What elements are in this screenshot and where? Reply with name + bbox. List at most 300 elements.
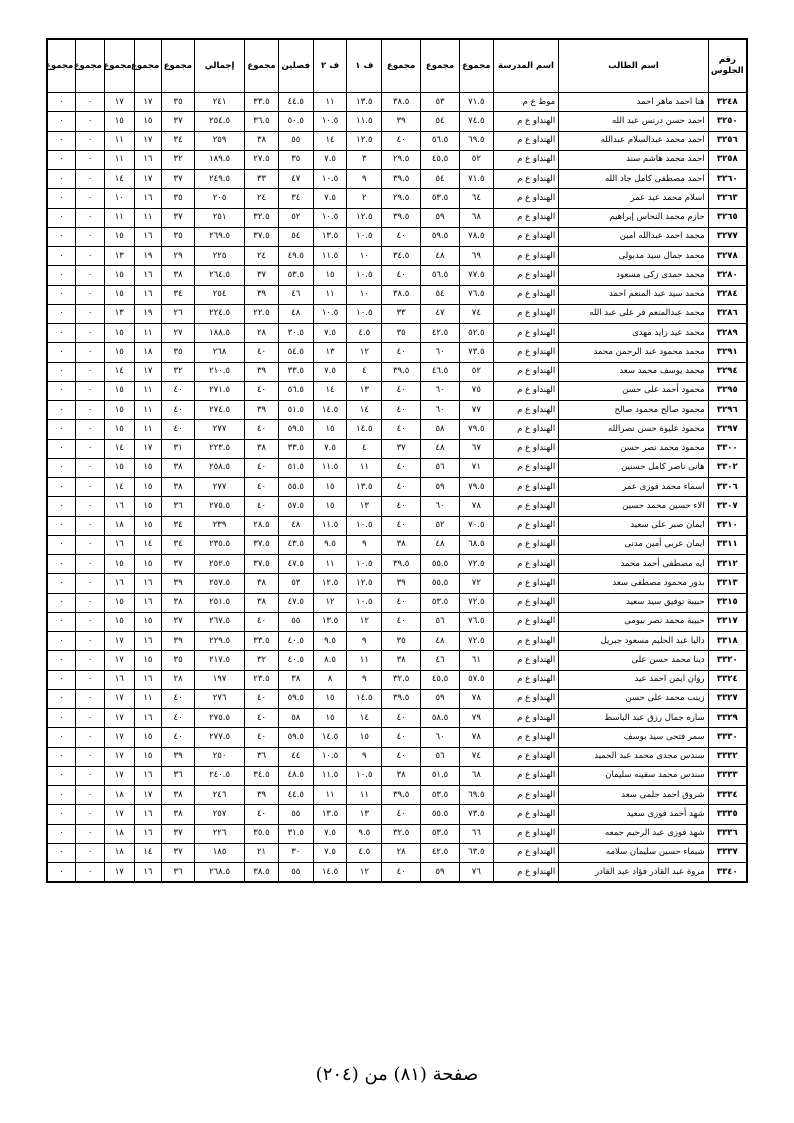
score-cell: ٣٤ bbox=[162, 535, 195, 554]
term2-score-cell: ١٥ bbox=[313, 478, 347, 497]
column-header: إجمالي bbox=[194, 39, 244, 93]
score-cell: ٣٩ bbox=[382, 574, 421, 593]
term1-score-cell: ١٣.٥ bbox=[347, 478, 382, 497]
score-cell: ٦٠ bbox=[421, 381, 460, 400]
score-cell: ٦٤ bbox=[459, 189, 493, 208]
score-cell: ١٧ bbox=[104, 689, 134, 708]
score-cell: ٤٠ bbox=[162, 420, 195, 439]
table-row bbox=[47, 112, 747, 131]
score-cell: ٤٠ bbox=[245, 497, 279, 516]
student-name-cell: سمر فتحى سيد يوسف bbox=[559, 728, 708, 747]
term1-score-cell: ١٢ bbox=[347, 612, 382, 631]
term1-score-cell: ١٢ bbox=[347, 863, 382, 883]
school-name-cell: الهنداو ع م bbox=[493, 766, 558, 785]
score-cell: ٤٠ bbox=[245, 458, 279, 477]
score-cell: ٥٩.٥ bbox=[421, 227, 460, 246]
term1-score-cell: ٤.٥ bbox=[347, 843, 382, 862]
score-cell: ٦٨ bbox=[459, 766, 493, 785]
score-cell: ١١ bbox=[134, 420, 162, 439]
score-cell: ٤٠ bbox=[382, 401, 421, 420]
score-cell: ١٥ bbox=[134, 728, 162, 747]
two-terms-score-cell: ٤٤.٥ bbox=[278, 786, 313, 805]
seat-number-cell: ٣٢٨٦ bbox=[708, 304, 747, 323]
term1-score-cell: ١٤ bbox=[347, 709, 382, 728]
student-name-cell: احمد محمد عبدالسلام عبدالله bbox=[559, 131, 708, 150]
score-cell: ٤٠ bbox=[382, 728, 421, 747]
score-cell: ٤٠ bbox=[382, 805, 421, 824]
score-cell: ١٥ bbox=[134, 112, 162, 131]
column-header: مجموع bbox=[162, 39, 195, 93]
score-cell: ٤٢.٥ bbox=[421, 324, 460, 343]
score-cell: ٧٢.٥ bbox=[459, 555, 493, 574]
score-cell: ٥٥.٥ bbox=[421, 555, 460, 574]
term2-score-cell: ١١ bbox=[313, 555, 347, 574]
score-cell: ٤٠ bbox=[382, 227, 421, 246]
two-terms-score-cell: ٥٩.٥ bbox=[278, 420, 313, 439]
score-cell: ٤٠ bbox=[245, 478, 279, 497]
score-cell: ٣٤.٥ bbox=[382, 247, 421, 266]
score-cell: ٦٩ bbox=[459, 247, 493, 266]
school-name-cell: الهنداو ع م bbox=[493, 786, 558, 805]
score-cell: ٣٣ bbox=[245, 170, 279, 189]
score-cell: ٣٨.٥ bbox=[245, 863, 279, 883]
term2-score-cell: ١٠.٥ bbox=[313, 170, 347, 189]
score-cell: ١٧ bbox=[104, 747, 134, 766]
score-cell: ٧٢.٥ bbox=[459, 632, 493, 651]
score-cell: ٧٤.٥ bbox=[459, 112, 493, 131]
score-cell: ٠ bbox=[47, 150, 76, 169]
score-cell: ٠ bbox=[47, 651, 76, 670]
score-cell: ٠ bbox=[47, 824, 76, 843]
column-header: مجموع bbox=[76, 39, 105, 93]
score-cell: ٣٩.٥ bbox=[382, 362, 421, 381]
score-cell: ١٤ bbox=[104, 362, 134, 381]
score-cell: ٧٦.٥ bbox=[459, 285, 493, 304]
score-cell: ٠ bbox=[76, 632, 105, 651]
score-cell: ٠ bbox=[47, 728, 76, 747]
term1-score-cell: ٩ bbox=[347, 535, 382, 554]
score-cell: ٢٢.٥ bbox=[245, 304, 279, 323]
score-cell: ٠ bbox=[76, 863, 105, 883]
two-terms-score-cell: ٥٤ bbox=[278, 227, 313, 246]
school-name-cell: الهنداو ع م bbox=[493, 227, 558, 246]
school-name-cell: الهنداو ع م bbox=[493, 863, 558, 883]
seat-number-cell: ٣٢٩٦ bbox=[708, 401, 747, 420]
term1-score-cell: ٤.٥ bbox=[347, 324, 382, 343]
seat-number-cell: ٣٢٩٧ bbox=[708, 420, 747, 439]
table-row bbox=[47, 766, 747, 785]
score-cell: ٧٣.٥ bbox=[459, 343, 493, 362]
score-cell: ٢٤ bbox=[245, 189, 279, 208]
score-cell: ٣٢ bbox=[162, 150, 195, 169]
seat-number-cell: ٣٣٠٠ bbox=[708, 439, 747, 458]
table-row bbox=[47, 324, 747, 343]
term1-score-cell: ١٤.٥ bbox=[347, 689, 382, 708]
score-cell: ٤٠ bbox=[382, 747, 421, 766]
school-name-cell: الهنداو ع م bbox=[493, 632, 558, 651]
score-cell: ٤٠ bbox=[382, 709, 421, 728]
score-cell: ٠ bbox=[76, 401, 105, 420]
score-cell: ١١ bbox=[104, 208, 134, 227]
school-name-cell: الهنداو ع م bbox=[493, 728, 558, 747]
term1-score-cell: ١٠.٥ bbox=[347, 227, 382, 246]
term2-score-cell: ١٤.٥ bbox=[313, 863, 347, 883]
score-cell: ٠ bbox=[76, 343, 105, 362]
term1-score-cell: ٩ bbox=[347, 747, 382, 766]
total-score-cell: ٢٥١.٥ bbox=[194, 593, 244, 612]
total-score-cell: ٢٤٦ bbox=[194, 786, 244, 805]
score-cell: ١٦ bbox=[104, 535, 134, 554]
student-name-cell: حبيبة توفيق سيد سعيد bbox=[559, 593, 708, 612]
term2-score-cell: ١١.٥ bbox=[313, 766, 347, 785]
table-row bbox=[47, 285, 747, 304]
score-cell: ٥٨.٥ bbox=[421, 709, 460, 728]
score-cell: ٣١ bbox=[162, 439, 195, 458]
seat-number-cell: ٣٣٢٠ bbox=[708, 651, 747, 670]
term2-score-cell: ١٥ bbox=[313, 266, 347, 285]
score-cell: ٠ bbox=[47, 574, 76, 593]
seat-number-cell: ٣٣٢٩ bbox=[708, 709, 747, 728]
score-cell: ٠ bbox=[76, 227, 105, 246]
score-cell: ٢٩.٥ bbox=[382, 150, 421, 169]
score-cell: ١٥ bbox=[104, 401, 134, 420]
score-cell: ٠ bbox=[76, 535, 105, 554]
seat-number-cell: ٣٢٤٨ bbox=[708, 93, 747, 112]
two-terms-score-cell: ٥٥ bbox=[278, 863, 313, 883]
term2-score-cell: ١٤.٥ bbox=[313, 401, 347, 420]
table-row bbox=[47, 786, 747, 805]
score-cell: ٠ bbox=[76, 593, 105, 612]
score-cell: ٧٦ bbox=[459, 863, 493, 883]
score-cell: ١١ bbox=[134, 381, 162, 400]
total-score-cell: ٢٧٧ bbox=[194, 420, 244, 439]
total-score-cell: ٢٢٣.٥ bbox=[194, 439, 244, 458]
score-cell: ٤٠ bbox=[382, 420, 421, 439]
score-cell: ١٧ bbox=[104, 632, 134, 651]
term2-score-cell: ٧.٥ bbox=[313, 843, 347, 862]
score-cell: ٣٥ bbox=[382, 632, 421, 651]
score-cell: ١٧ bbox=[104, 863, 134, 883]
seat-number-cell: ٣٢٧٨ bbox=[708, 247, 747, 266]
score-cell: ٤٠ bbox=[382, 458, 421, 477]
seat-number-cell: ٣٣٤٠ bbox=[708, 863, 747, 883]
score-cell: ١٥ bbox=[104, 381, 134, 400]
two-terms-score-cell: ٣٣.٥ bbox=[278, 362, 313, 381]
seat-number-cell: ٣٣١٧ bbox=[708, 612, 747, 631]
score-cell: ١٤ bbox=[104, 478, 134, 497]
school-name-cell: الهنداو ع م bbox=[493, 593, 558, 612]
score-cell: ٥٢ bbox=[459, 150, 493, 169]
term2-score-cell: ٧.٥ bbox=[313, 189, 347, 208]
score-cell: ٠ bbox=[47, 689, 76, 708]
score-cell: ٧٨ bbox=[459, 689, 493, 708]
student-name-cell: محمد احمد عبدالله امين bbox=[559, 227, 708, 246]
score-cell: ٠ bbox=[76, 93, 105, 112]
total-score-cell: ٢٧٧ bbox=[194, 478, 244, 497]
student-name-cell: ايمان صبر على سعيد bbox=[559, 516, 708, 535]
term2-score-cell: ١٠.٥ bbox=[313, 747, 347, 766]
score-cell: ٣٥ bbox=[382, 324, 421, 343]
term2-score-cell: ٩.٥ bbox=[313, 632, 347, 651]
score-cell: ١٦ bbox=[134, 670, 162, 689]
score-cell: ٠ bbox=[47, 343, 76, 362]
term1-score-cell: ١٠.٥ bbox=[347, 766, 382, 785]
column-header: رقم الجلوس bbox=[708, 39, 747, 93]
total-score-cell: ٢٧١.٥ bbox=[194, 381, 244, 400]
total-score-cell: ٢٤٩.٥ bbox=[194, 170, 244, 189]
table-row bbox=[47, 420, 747, 439]
term2-score-cell: ٩.٥ bbox=[313, 535, 347, 554]
score-cell: ٠ bbox=[76, 555, 105, 574]
score-cell: ٣٨ bbox=[245, 593, 279, 612]
score-cell: ٤٠ bbox=[245, 612, 279, 631]
score-cell: ٦٩.٥ bbox=[459, 786, 493, 805]
school-name-cell: الهنداو ع م bbox=[493, 208, 558, 227]
score-cell: ٧٧ bbox=[459, 401, 493, 420]
score-cell: ٦١ bbox=[459, 651, 493, 670]
student-name-cell: الاء حسين محمد حسين bbox=[559, 497, 708, 516]
score-cell: ٣٨.٥ bbox=[382, 285, 421, 304]
score-cell: ٣٨.٥ bbox=[382, 93, 421, 112]
score-cell: ٣٨ bbox=[162, 458, 195, 477]
two-terms-score-cell: ٤٠.٥ bbox=[278, 632, 313, 651]
total-score-cell: ٢٥٩ bbox=[194, 131, 244, 150]
two-terms-score-cell: ٥٥ bbox=[278, 805, 313, 824]
table-row bbox=[47, 555, 747, 574]
seat-number-cell: ٣٣١٣ bbox=[708, 574, 747, 593]
score-cell: ٤٠ bbox=[245, 805, 279, 824]
score-cell: ٠ bbox=[76, 381, 105, 400]
seat-number-cell: ٣٣٣٤ bbox=[708, 786, 747, 805]
score-cell: ٥٢.٥ bbox=[459, 324, 493, 343]
term1-score-cell: ٩ bbox=[347, 632, 382, 651]
school-name-cell: الهنداو ع م bbox=[493, 304, 558, 323]
student-name-cell: زينب محمد على حسن bbox=[559, 689, 708, 708]
score-cell: ٠ bbox=[76, 189, 105, 208]
student-name-cell: محمد محمود عبد الرحمن محمد bbox=[559, 343, 708, 362]
term2-score-cell: ١٥ bbox=[313, 497, 347, 516]
total-score-cell: ٢٢٦ bbox=[194, 824, 244, 843]
table-row bbox=[47, 478, 747, 497]
school-name-cell: الهنداو ع م bbox=[493, 112, 558, 131]
school-name-cell: الهنداو ع م bbox=[493, 689, 558, 708]
table-row bbox=[47, 612, 747, 631]
student-name-cell: شهد أحمد فوزى سعيد bbox=[559, 805, 708, 824]
term1-score-cell: ٤ bbox=[347, 439, 382, 458]
total-score-cell: ٢٥٤ bbox=[194, 285, 244, 304]
score-cell: ٣٦ bbox=[162, 766, 195, 785]
score-cell: ٥٣ bbox=[421, 93, 460, 112]
score-cell: ١٨ bbox=[134, 343, 162, 362]
term1-score-cell: ١٣ bbox=[347, 497, 382, 516]
score-cell: ١٧ bbox=[134, 93, 162, 112]
score-cell: ٠ bbox=[76, 516, 105, 535]
score-cell: ٥٦ bbox=[421, 612, 460, 631]
score-cell: ٠ bbox=[76, 651, 105, 670]
school-name-cell: الهنداو ع م bbox=[493, 401, 558, 420]
score-cell: ٤٨ bbox=[421, 439, 460, 458]
score-cell: ١٧ bbox=[104, 728, 134, 747]
score-cell: ٤٠ bbox=[162, 401, 195, 420]
total-score-cell: ٢٦٩.٥ bbox=[194, 227, 244, 246]
two-terms-score-cell: ٣١.٥ bbox=[278, 824, 313, 843]
score-cell: ٠ bbox=[47, 208, 76, 227]
table-row bbox=[47, 227, 747, 246]
score-cell: ٠ bbox=[76, 458, 105, 477]
score-cell: ٠ bbox=[47, 863, 76, 883]
table-row bbox=[47, 574, 747, 593]
page-number: صفحة (٨١) من (٢٠٤) bbox=[315, 1064, 479, 1085]
score-cell: ١٥ bbox=[134, 458, 162, 477]
total-score-cell: ٢٧٥.٥ bbox=[194, 497, 244, 516]
table-row bbox=[47, 150, 747, 169]
term2-score-cell: ١١.٥ bbox=[313, 516, 347, 535]
table-row bbox=[47, 343, 747, 362]
total-score-cell: ٢٥٤.٥ bbox=[194, 112, 244, 131]
score-cell: ٠ bbox=[47, 304, 76, 323]
two-terms-score-cell: ٤٨.٥ bbox=[278, 766, 313, 785]
school-name-cell: الهنداو ع م bbox=[493, 189, 558, 208]
score-cell: ١٤ bbox=[134, 843, 162, 862]
two-terms-score-cell: ٣٨ bbox=[278, 670, 313, 689]
term2-score-cell: ١٥ bbox=[313, 709, 347, 728]
seat-number-cell: ٣٣١٠ bbox=[708, 516, 747, 535]
score-cell: ١٥ bbox=[134, 555, 162, 574]
score-cell: ٠ bbox=[76, 304, 105, 323]
table-row bbox=[47, 863, 747, 883]
score-cell: ٠ bbox=[47, 786, 76, 805]
score-cell: ٣٧ bbox=[162, 612, 195, 631]
term1-score-cell: ١٢.٥ bbox=[347, 208, 382, 227]
score-cell: ١٦ bbox=[104, 574, 134, 593]
school-name-cell: الهنداو ع م bbox=[493, 497, 558, 516]
student-name-cell: ايمان عربى أمين مدنى bbox=[559, 535, 708, 554]
score-cell: ٠ bbox=[76, 670, 105, 689]
table-row bbox=[47, 632, 747, 651]
total-score-cell: ٢٦٤.٥ bbox=[194, 266, 244, 285]
score-cell: ١٦ bbox=[134, 574, 162, 593]
score-cell: ٢١ bbox=[245, 843, 279, 862]
score-cell: ٠ bbox=[47, 670, 76, 689]
score-cell: ٣٦ bbox=[162, 863, 195, 883]
total-score-cell: ٢٧٥.٥ bbox=[194, 709, 244, 728]
seat-number-cell: ٣٣١١ bbox=[708, 535, 747, 554]
score-cell: ٤٠ bbox=[245, 381, 279, 400]
total-score-cell: ٢٢٥ bbox=[194, 247, 244, 266]
score-cell: ١١ bbox=[104, 150, 134, 169]
school-name-cell: الهنداو ع م bbox=[493, 381, 558, 400]
score-cell: ٥٣.٥ bbox=[421, 593, 460, 612]
total-score-cell: ١٨٥ bbox=[194, 843, 244, 862]
student-name-cell: هانى ناصر كامل حسنين bbox=[559, 458, 708, 477]
table-row bbox=[47, 689, 747, 708]
two-terms-score-cell: ٥٤.٥ bbox=[278, 343, 313, 362]
column-header: مجموع bbox=[421, 39, 460, 93]
score-cell: ١٦ bbox=[134, 285, 162, 304]
score-cell: ٣٨ bbox=[245, 574, 279, 593]
score-cell: ٠ bbox=[47, 93, 76, 112]
score-cell: ٥٣.٥ bbox=[421, 189, 460, 208]
school-name-cell: الهنداو ع م bbox=[493, 651, 558, 670]
score-cell: ٣٩.٥ bbox=[382, 689, 421, 708]
score-cell: ٧٠.٥ bbox=[459, 516, 493, 535]
score-cell: ٤٠ bbox=[382, 266, 421, 285]
score-cell: ٥٤ bbox=[421, 112, 460, 131]
school-name-cell: الهنداو ع م bbox=[493, 266, 558, 285]
score-cell: ٣٥ bbox=[162, 93, 195, 112]
total-score-cell: ٢٦٧.٥ bbox=[194, 612, 244, 631]
score-cell: ٤٥.٥ bbox=[421, 670, 460, 689]
score-cell: ٣٨ bbox=[162, 593, 195, 612]
table-row bbox=[47, 709, 747, 728]
score-cell: ٠ bbox=[76, 266, 105, 285]
student-name-cell: ايه مصطفى أحمد محمد bbox=[559, 555, 708, 574]
score-cell: ٥٦.٥ bbox=[421, 266, 460, 285]
score-cell: ٠ bbox=[47, 766, 76, 785]
two-terms-score-cell: ٣٤ bbox=[278, 189, 313, 208]
student-name-cell: احمد حسن درنس عبد الله bbox=[559, 112, 708, 131]
two-terms-score-cell: ٥٣ bbox=[278, 574, 313, 593]
school-name-cell: الهنداو ع م bbox=[493, 516, 558, 535]
two-terms-score-cell: ٣٠ bbox=[278, 843, 313, 862]
school-name-cell: الهنداو ع م bbox=[493, 574, 558, 593]
term2-score-cell: ٨.٥ bbox=[313, 651, 347, 670]
seat-number-cell: ٣٣١٨ bbox=[708, 632, 747, 651]
two-terms-score-cell: ٤٧ bbox=[278, 170, 313, 189]
two-terms-score-cell: ٥٩.٥ bbox=[278, 728, 313, 747]
seat-number-cell: ٣٣٢٧ bbox=[708, 689, 747, 708]
term2-score-cell: ٧.٥ bbox=[313, 362, 347, 381]
total-score-cell: ٢٤١ bbox=[194, 93, 244, 112]
score-cell: ٠ bbox=[47, 112, 76, 131]
two-terms-score-cell: ٥٥ bbox=[278, 612, 313, 631]
term2-score-cell: ١١.٥ bbox=[313, 247, 347, 266]
table-row bbox=[47, 843, 747, 862]
score-cell: ١٥ bbox=[134, 651, 162, 670]
two-terms-score-cell: ٤٨ bbox=[278, 304, 313, 323]
score-cell: ١١ bbox=[104, 131, 134, 150]
score-cell: ٣٧ bbox=[245, 266, 279, 285]
student-name-cell: روان ايمن احمد عيد bbox=[559, 670, 708, 689]
score-cell: ١٦ bbox=[134, 863, 162, 883]
school-name-cell: الهنداو ع م bbox=[493, 131, 558, 150]
score-cell: ١٥ bbox=[104, 266, 134, 285]
score-cell: ١٥ bbox=[134, 516, 162, 535]
total-score-cell: ٢٧٦ bbox=[194, 689, 244, 708]
term1-score-cell: ٤ bbox=[347, 362, 382, 381]
score-cell: ٧٨.٥ bbox=[459, 227, 493, 246]
column-header: اسم المدرسة bbox=[493, 39, 558, 93]
total-score-cell: ٢٥٠ bbox=[194, 747, 244, 766]
term1-score-cell: ١١.٥ bbox=[347, 112, 382, 131]
seat-number-cell: ٣٢٦٠ bbox=[708, 170, 747, 189]
two-terms-score-cell: ٥١.٥ bbox=[278, 401, 313, 420]
two-terms-score-cell: ٥١.٥ bbox=[278, 458, 313, 477]
student-name-cell: محمد يوسف محمد سعد bbox=[559, 362, 708, 381]
two-terms-score-cell: ٤٧.٥ bbox=[278, 593, 313, 612]
seat-number-cell: ٣٣٠٢ bbox=[708, 458, 747, 477]
score-cell: ٣٥ bbox=[162, 189, 195, 208]
score-cell: ١٧ bbox=[134, 786, 162, 805]
term1-score-cell: ١٥ bbox=[347, 728, 382, 747]
two-terms-score-cell: ٤٨ bbox=[278, 516, 313, 535]
score-cell: ١٥ bbox=[104, 420, 134, 439]
score-cell: ٤٠ bbox=[162, 381, 195, 400]
score-cell: ١٦ bbox=[104, 670, 134, 689]
score-cell: ٣٧.٥ bbox=[245, 535, 279, 554]
seat-number-cell: ٣٢٨٠ bbox=[708, 266, 747, 285]
term1-score-cell: ٢ bbox=[347, 189, 382, 208]
